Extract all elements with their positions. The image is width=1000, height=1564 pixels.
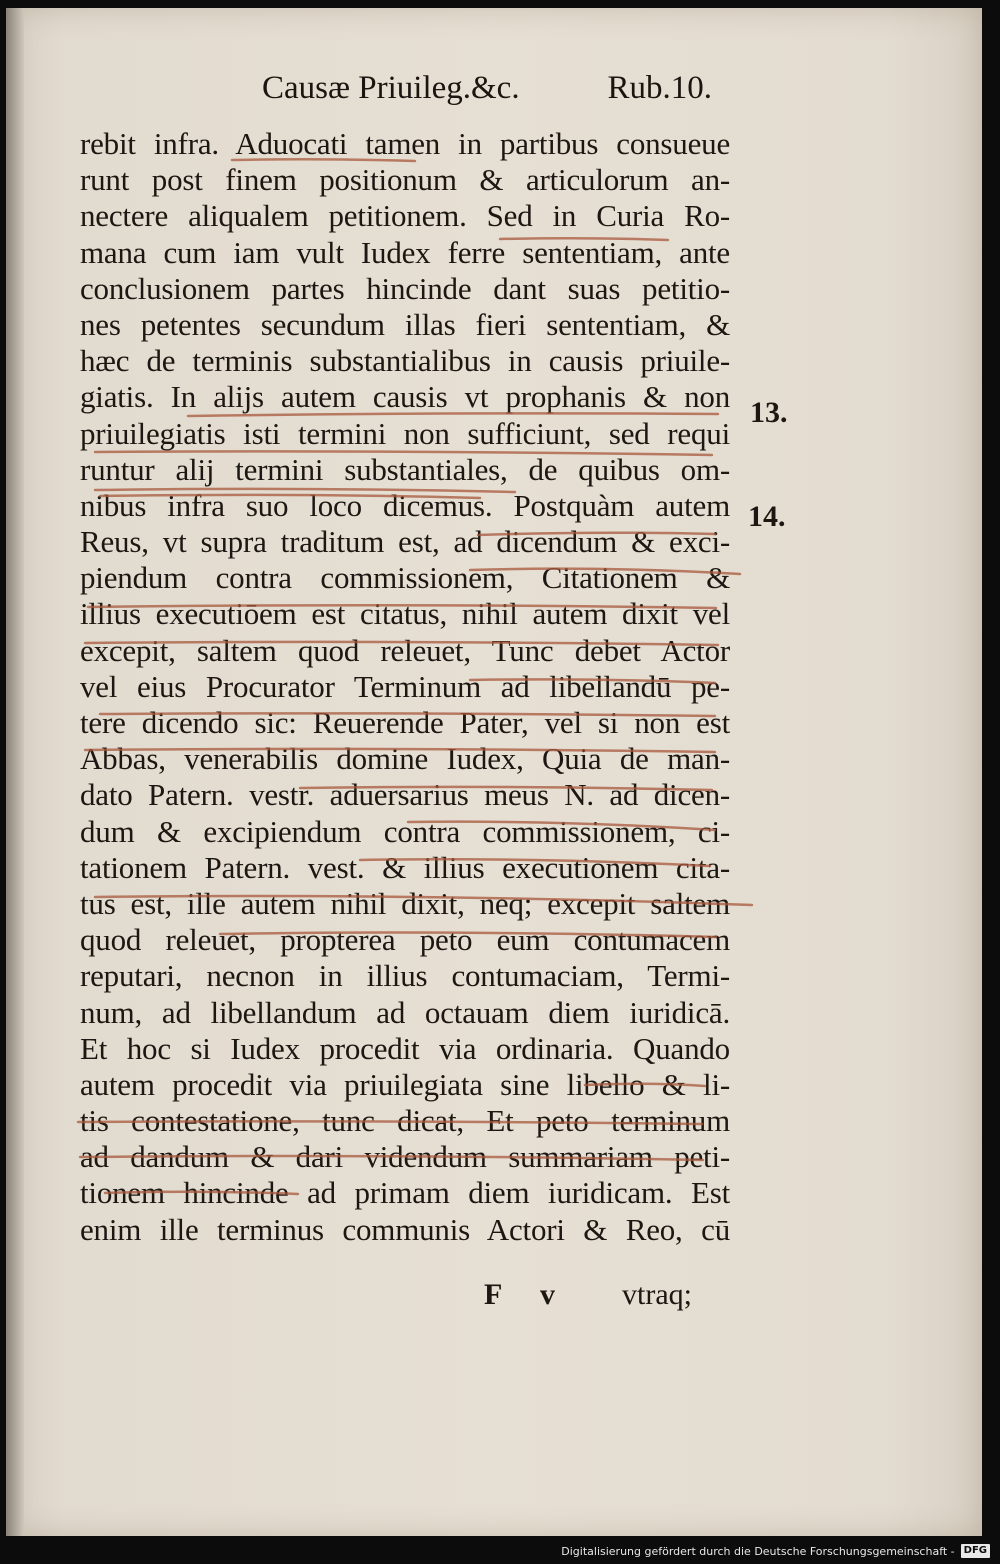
digitization-credit	[561, 1542, 990, 1560]
text-line: tationem Patern. vest. & illius executionem cita-	[80, 849, 730, 885]
text-line: reputari, necnon in illius contumaciam, Termi-	[80, 958, 730, 994]
text-line: runtur alij termini substantiales, de quibus om-	[80, 451, 730, 487]
margin-note-14: 14.	[748, 500, 786, 533]
page-gutter	[6, 8, 24, 1536]
header-title: Causæ Priuileg.&c.	[262, 70, 520, 106]
catchword: vtraq;	[622, 1278, 692, 1311]
header-rubric: Rub.10.	[607, 70, 712, 106]
text-line: tionem hincinde ad primam diem iuridicam. Est	[80, 1175, 730, 1211]
text-line: mana cum iam vult Iudex ferre sententiam, ante	[80, 234, 730, 270]
signature-number: v	[540, 1278, 555, 1311]
text-line: giatis. In alijs autem causis vt prophanis & non	[80, 379, 730, 415]
margin-note-13: 13.	[750, 396, 788, 429]
text-line: nectere aliqualem petitionem. Sed in Curia Ro-	[80, 198, 730, 234]
text-line: num, ad libellandum ad octauam diem iuridicā.	[80, 994, 730, 1030]
text-line: tus est, ille autem nihil dixit, neq; excepit saltem	[80, 885, 730, 921]
text-line: Abbas, venerabilis domine Iudex, Quia de man-	[80, 741, 730, 777]
text-line: rebit infra. Aduocati tamen in partibus consueue	[80, 126, 730, 161]
text-line: runt post finem positionum & articulorum an-	[80, 162, 730, 198]
text-line: excepit, saltem quod releuet, Tunc debet Actor	[80, 632, 730, 668]
text-line: autem procedit via priuilegiata sine libello & li-	[80, 1066, 730, 1102]
text-line: tere dicendo sic: Reuerende Pater, vel si non est	[80, 705, 730, 740]
text-line: tis contestatione, tunc dicat, Et peto terminum	[80, 1103, 730, 1139]
text-line: conclusionem partes hincinde dant suas petitio-	[80, 270, 730, 306]
text-line: quod releuet, propterea peto eum contumacem	[80, 922, 730, 958]
text-line: illius executiōem est citatus, nihil autem dixit vel	[80, 596, 730, 632]
body-text	[80, 126, 730, 1248]
text-line: ad dandum & dari videndum summariam peti-	[80, 1139, 730, 1175]
text-line: priuilegiatis isti termini non sufficiunt, sed requi	[80, 415, 730, 451]
credit-text: Digitalisierung gefördert durch die Deutsche Forschungsgemeinschaft -	[561, 1544, 955, 1558]
text-line: piendum contra commissionem, Citationem &	[80, 560, 730, 596]
text-line: dato Patern. vestr. aduersarius meus N. ad dicen-	[80, 777, 730, 813]
signature-mark: F	[484, 1278, 503, 1311]
text-line: enim ille terminus communis Actori & Reo, cū	[80, 1211, 730, 1247]
text-line: vel eius Procurator Terminum ad libellandū pe-	[80, 668, 730, 704]
dfg-logo-icon: DFG	[961, 1544, 990, 1558]
text-line: hæc de terminis substantialibus in causis priuile-	[80, 343, 730, 379]
text-line: nes petentes secundum illas fieri sententiam, &	[80, 306, 730, 342]
text-line: Et hoc si Iudex procedit via ordinaria. Quando	[80, 1030, 730, 1066]
text-line: Reus, vt supra traditum est, ad dicendum & exci-	[80, 524, 730, 560]
text-line: nibus infra suo loco dicemus. Postquàm autem	[80, 487, 730, 523]
text-line: dum & excipiendum contra commissionem, ci-	[80, 813, 730, 849]
running-header	[262, 70, 712, 112]
